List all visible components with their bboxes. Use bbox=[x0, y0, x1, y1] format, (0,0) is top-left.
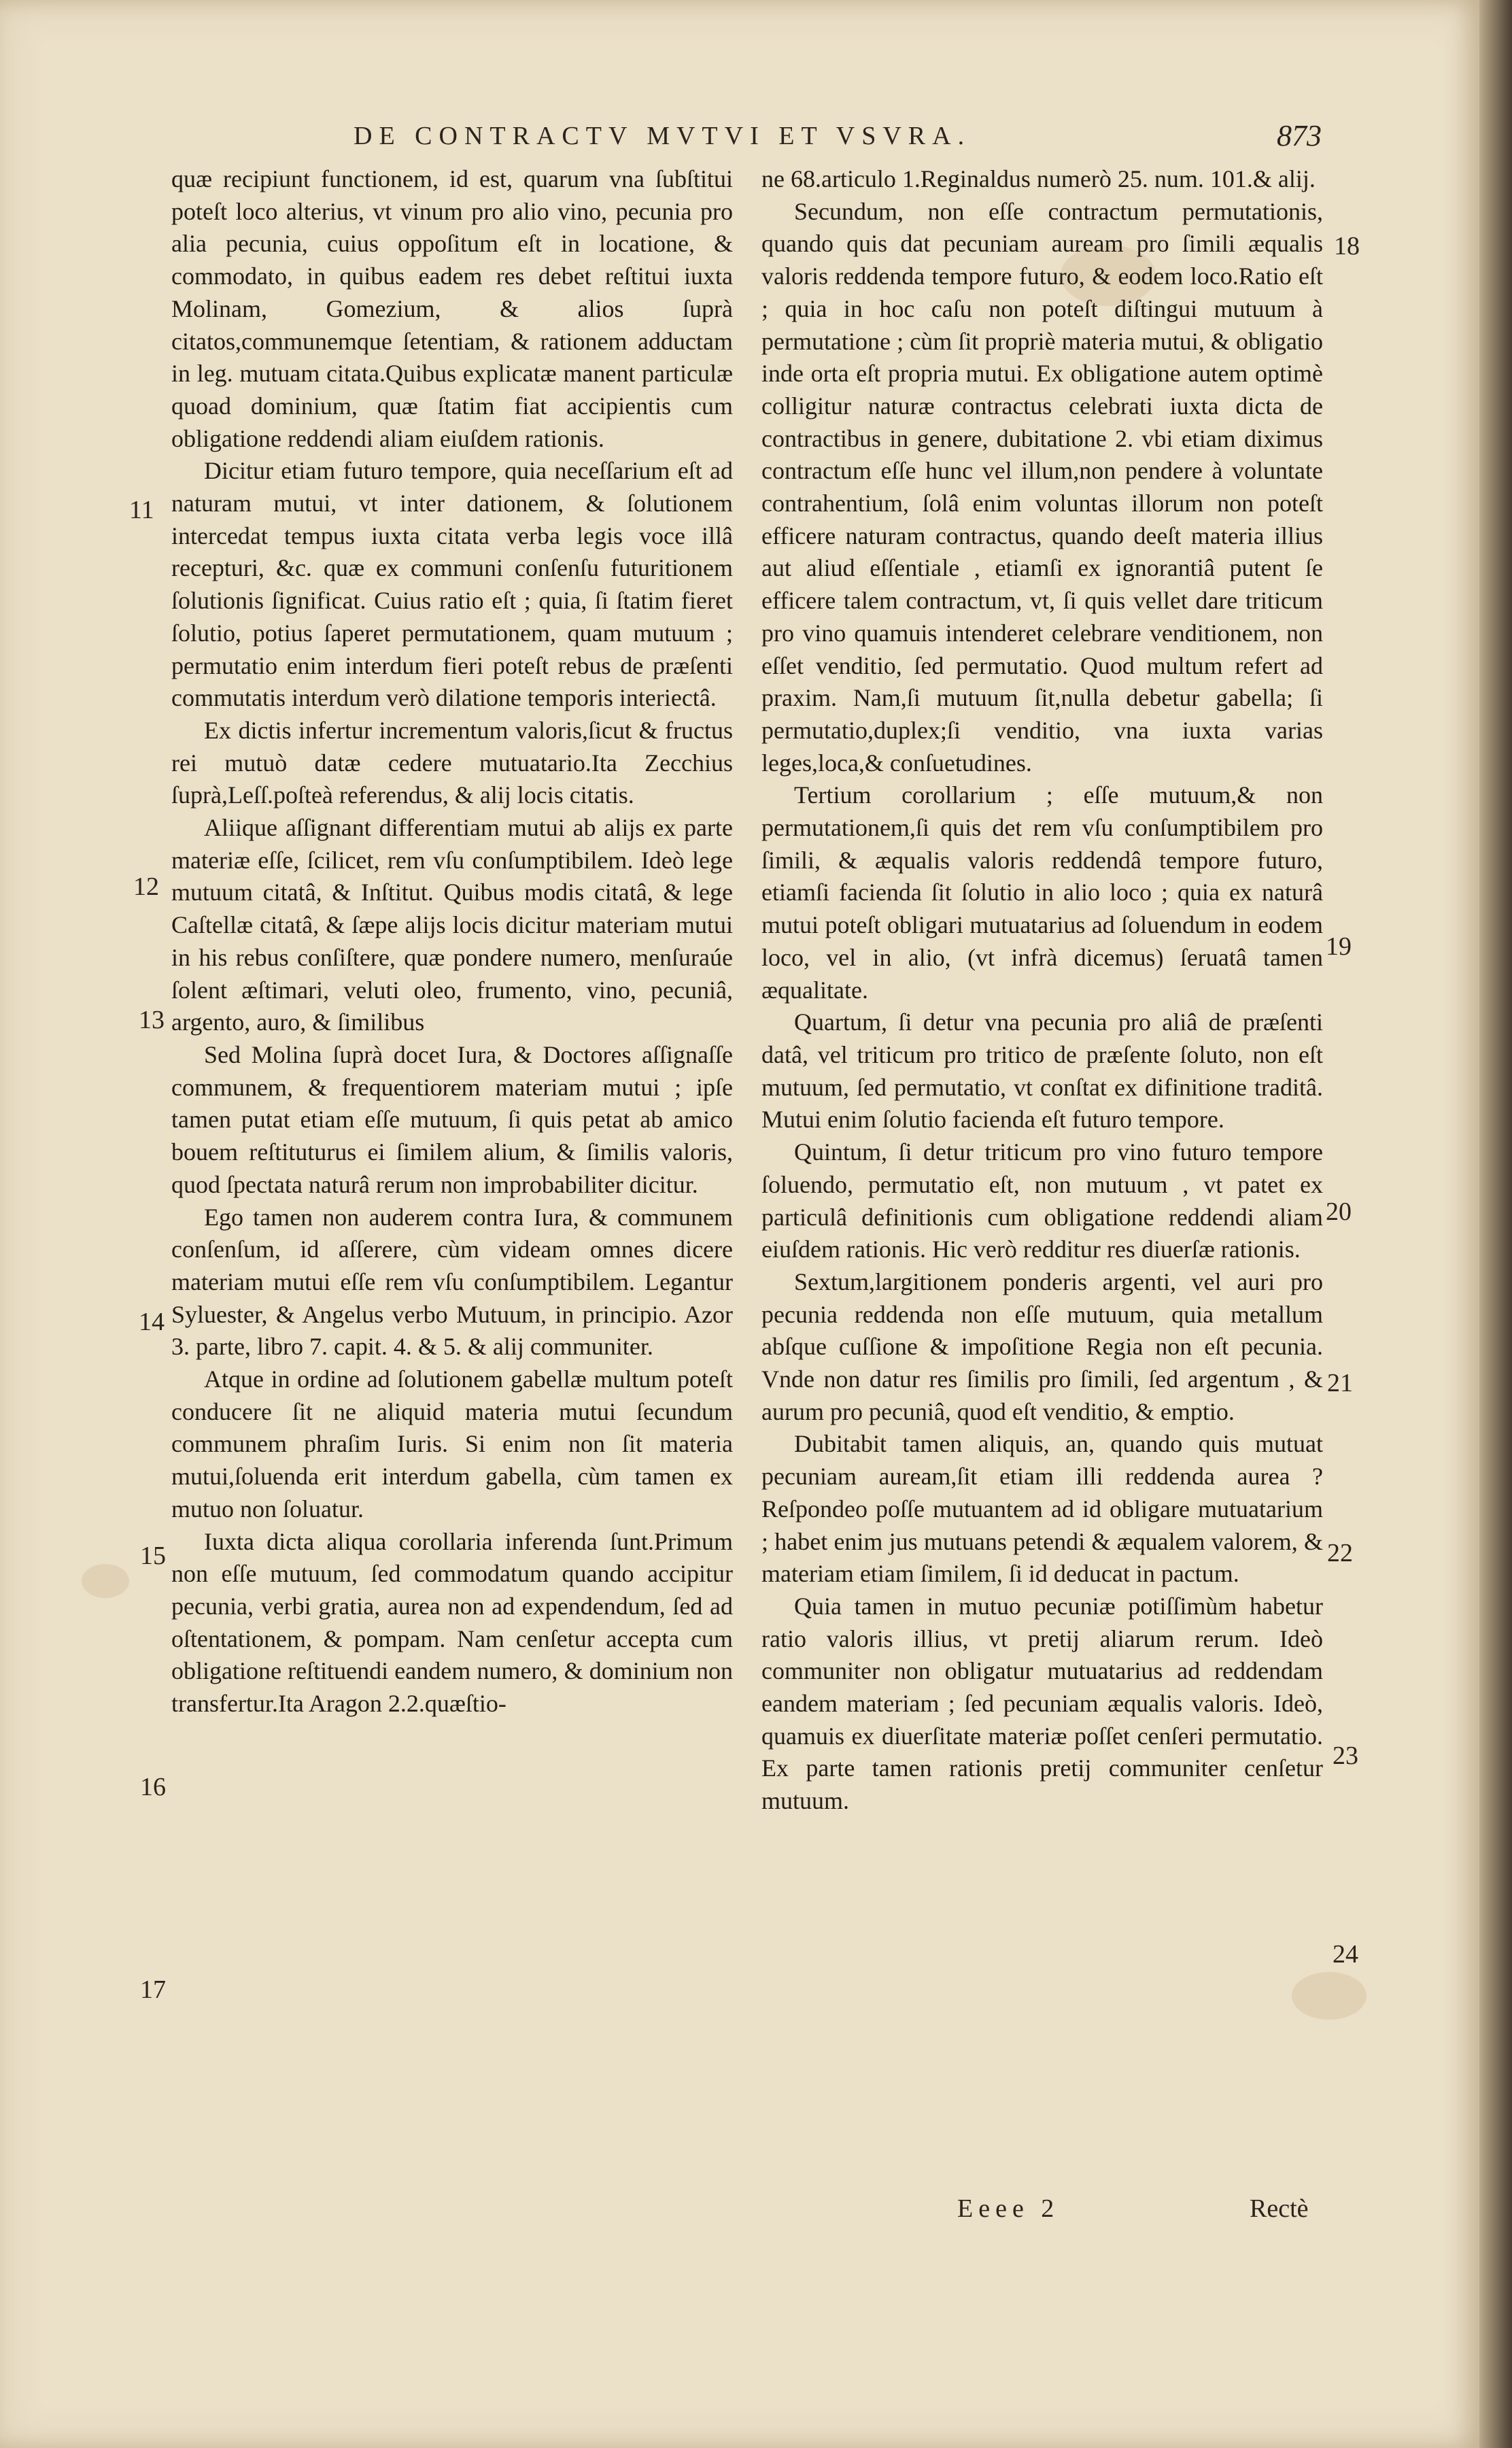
section-number: 12 bbox=[133, 872, 159, 901]
paragraph: Dubitabit tamen aliquis, an, quando quis mutuat pecuniam auream,ſit etiam illi reddenda aurea ? Reſpondeo poſſe mutuantem ad id obligare mutuatarium ; habet enim jus mutuans petendi & æqualem valorem, & materiam etiam ſimilem, ſi id deducat in pactum. bbox=[761, 1430, 1323, 1588]
paragraph: Dicitur etiam futuro tempore, quia neceſſarium eſt ad naturam mutui, vt inter dationem, & ſolutionem intercedat tempus iuxta citata verba legis voce illâ recepturi, &c. quæ ex communi conſenſu futuritionem ſolutionis ſignificat. Cuius ratio eſt ; quia, ſi ſtatim fieret ſolutio, potius ſaperet permutationem, quam mutuum ; permutatio enim interdum fieri poteſt rebus de præſenti commutatis interdum verò dilatione temporis interiectâ. bbox=[171, 457, 733, 712]
section-number: 11 bbox=[129, 496, 154, 524]
left-column bbox=[171, 163, 733, 1720]
running-head: DE CONTRACTV MVTVI ET VSVRA. bbox=[354, 122, 972, 150]
section-number: 24 bbox=[1333, 1940, 1358, 1969]
paragraph: Sextum,largitionem ponderis argenti, vel auri pro pecunia reddenda non eſſe mutuum, quia metallum abſque cuſſione & impoſitione Regia non eſt pecunia. Vnde non datur res ſimilis pro ſimili, ſed argentum , & aurum pro pecuniâ, quod eſt venditio, & emptio. bbox=[761, 1268, 1323, 1425]
paragraph: Quartum, ſi detur vna pecunia pro aliâ de præſenti datâ, vel triticum pro tritico de præſente ſoluto, non eſt mutuum, ſed permutatio, vt conſtat ex difinitione traditâ. Mutui enim ſolutio facienda eſt futuro tempore. bbox=[761, 1008, 1323, 1134]
book-gutter-edge bbox=[1479, 0, 1512, 2448]
section-number: 21 bbox=[1327, 1369, 1353, 1397]
paragraph: Tertium corollarium ; eſſe mutuum,& non permutationem,ſi quis det rem vſu conſumptibilem pro ſimili, & æqualis valoris reddendâ tempore futuro, etiamſi facienda ſit ſolutio in alio loco ; quia ex naturâ mutui poteſt obligari mutuatarius ad ſoluendum in eodem loco, vel in alio, (vt infrà dicemus) ſeruatâ tamen æqualitate. bbox=[761, 781, 1323, 1004]
paragraph: Iuxta dicta aliqua corollaria inferenda ſunt.Primum non eſſe mutuum, ſed commodatum quando accipitur pecunia, verbi gratia, aurea non ad expendendum, ſed ad oſtentationem, & pompam. Nam cenſetur accepta cum obligatione reſtituendi eandem numero, & dominium non transfertur.Ita Aragon 2.2.quæſtio- bbox=[171, 1527, 733, 1718]
paper-stain bbox=[82, 1564, 129, 1598]
paragraph: Quintum, ſi detur triticum pro vino futuro tempore ſoluendo, permutatio eſt, non mutuum , vt patet ex particulâ definitionis cum obligatione reddendi aliam eiuſdem rationis. Hic verò redditur res diuerſæ rationis. bbox=[761, 1138, 1323, 1263]
section-number: 22 bbox=[1327, 1539, 1353, 1567]
section-number: 20 bbox=[1326, 1197, 1352, 1226]
page-number: 873 bbox=[1277, 119, 1322, 152]
section-number: 23 bbox=[1333, 1741, 1358, 1770]
section-number: 19 bbox=[1326, 932, 1352, 961]
paragraph: Ex dictis infertur incrementum valoris,ſicut & fructus rei mutuò datæ cedere mutuatario.Ita Zecchius ſuprà,Leſſ.poſteà referendus, & alij locis citatis. bbox=[171, 716, 733, 809]
paragraph: Atque in ordine ad ſolutionem gabellæ multum poteſt conducere ſit ne aliquid materia mutui ſecundum communem phraſim Iuris. Si enim non ſit materia mutui,ſoluenda erit interdum gabella, cùm tamen ex mutuo non ſoluatur. bbox=[171, 1365, 733, 1523]
section-number: 17 bbox=[140, 1975, 166, 2004]
section-number: 16 bbox=[140, 1773, 166, 1801]
section-number: 13 bbox=[139, 1006, 165, 1034]
signature-mark: Eeee 2 bbox=[957, 2194, 1060, 2223]
section-number: 18 bbox=[1334, 232, 1360, 260]
section-number: 14 bbox=[139, 1308, 165, 1336]
section-number: 15 bbox=[140, 1542, 166, 1570]
paragraph: Sed Molina ſuprà docet Iura, & Doctores aſſignaſſe communem, & frequentiorem materiam mutui ; ipſe tamen putat etiam eſſe mutuum, ſi quis petat ab amico bouem reſtituturus ei ſimilem alium, & ſimilis valoris, quod ſpectata naturâ rerum non improbabiliter dicitur. bbox=[171, 1040, 733, 1198]
paragraph: Secundum, non eſſe contractum permutationis, quando quis dat pecuniam auream pro ſimili æqualis valoris reddenda tempore futuro, & eodem loco.Ratio eſt ; quia in hoc caſu non poteſt diſtingui mutuum à permutatione ; cùm ſit propriè materia mutui, & obligatio inde orta eſt propria mutui. Ex obligatione autem optimè colligitur naturæ contractus celebrati iuxta dicta de contractibus in genere, dubitatione 2. vbi etiam diximus contractum eſſe hunc vel illum,non pendere à voluntate contrahentium, ſolâ enim voluntas illorum non poteſt efficere naturam contractus, quando deeſt materia illius aut aliud eſſentiale , etiamſi ex ignorantiâ putent ſe efficere talem contractum, vt, ſi quis vellet dare triticum pro vino quamuis intenderet celebrare venditionem, non eſſet venditio, ſed permutatio. Quod multum refert ad praxim. Nam,ſi mutuum ſit,nulla debetur gabella; ſi permutatio,duplex;ſi venditio, vna iuxta varias leges,loca,& conſuetudines. bbox=[761, 197, 1323, 777]
paragraph: quæ recipiunt functionem, id est, quarum vna ſubſtitui poteſt loco alterius, vt vinum pro alio vino, pecunia pro alia pecunia, cuius oppoſitum eſt in locatione, & commodato, in quibus eadem res debet reſtitui iuxta Molinam, Gomezium, & alios ſuprà citatos,communemque ſetentiam, & rationem adductam in leg. mutuam citata.Quibus explicatæ manent particulæ quoad dominium, quæ ſtatim fiat accipientis cum obligatione reddendi aliam eiuſdem rationis. bbox=[171, 165, 733, 452]
paragraph: Aliique aſſignant differentiam mutui ab alijs ex parte materiæ eſſe, ſcilicet, rem vſu conſumptibilem. Ideò lege mutuum citatâ, & Inſtitut. Quibus modis citatâ, & lege Caſtellæ citatâ, & ſæpe alijs locis dicitur materiam mutui in his rebus conſiſtere, quæ pondere numero, menſuraúe ſolent æſtimari, veluti oleo, frumento, vino, pecuniâ, argento, auro, & ſimilibus bbox=[171, 814, 733, 1036]
paper-stain bbox=[1292, 1972, 1367, 2020]
right-column bbox=[761, 163, 1323, 1818]
paragraph: Quia tamen in mutuo pecuniæ potiſſimùm habetur ratio valoris illius, vt pretij aliarum rerum. Ideò communiter non obligatur mutuatarius ad reddendam eandem materiam ; ſed pecuniam æqualis valoris. Ideò, quamuis ex diuerſitate materiæ poſſet cenſeri permutatio. Ex parte tamen rationis pretij communiter cenſetur mutuum. bbox=[761, 1592, 1323, 1815]
paragraph: ne 68.articulo 1.Reginaldus numerò 25. num. 101.& alij. bbox=[761, 165, 1316, 192]
catchword: Rectè bbox=[1250, 2194, 1309, 2223]
paragraph: Ego tamen non auderem contra Iura, & communem conſenſum, id aſſerere, cùm videam omnes dicere materiam mutui eſſe rem vſu conſumptibilem. Legantur Syluester, & Angelus verbo Mutuum, in principio. Azor 3. parte, libro 7. capit. 4. & 5. & alij communiter. bbox=[171, 1203, 733, 1361]
